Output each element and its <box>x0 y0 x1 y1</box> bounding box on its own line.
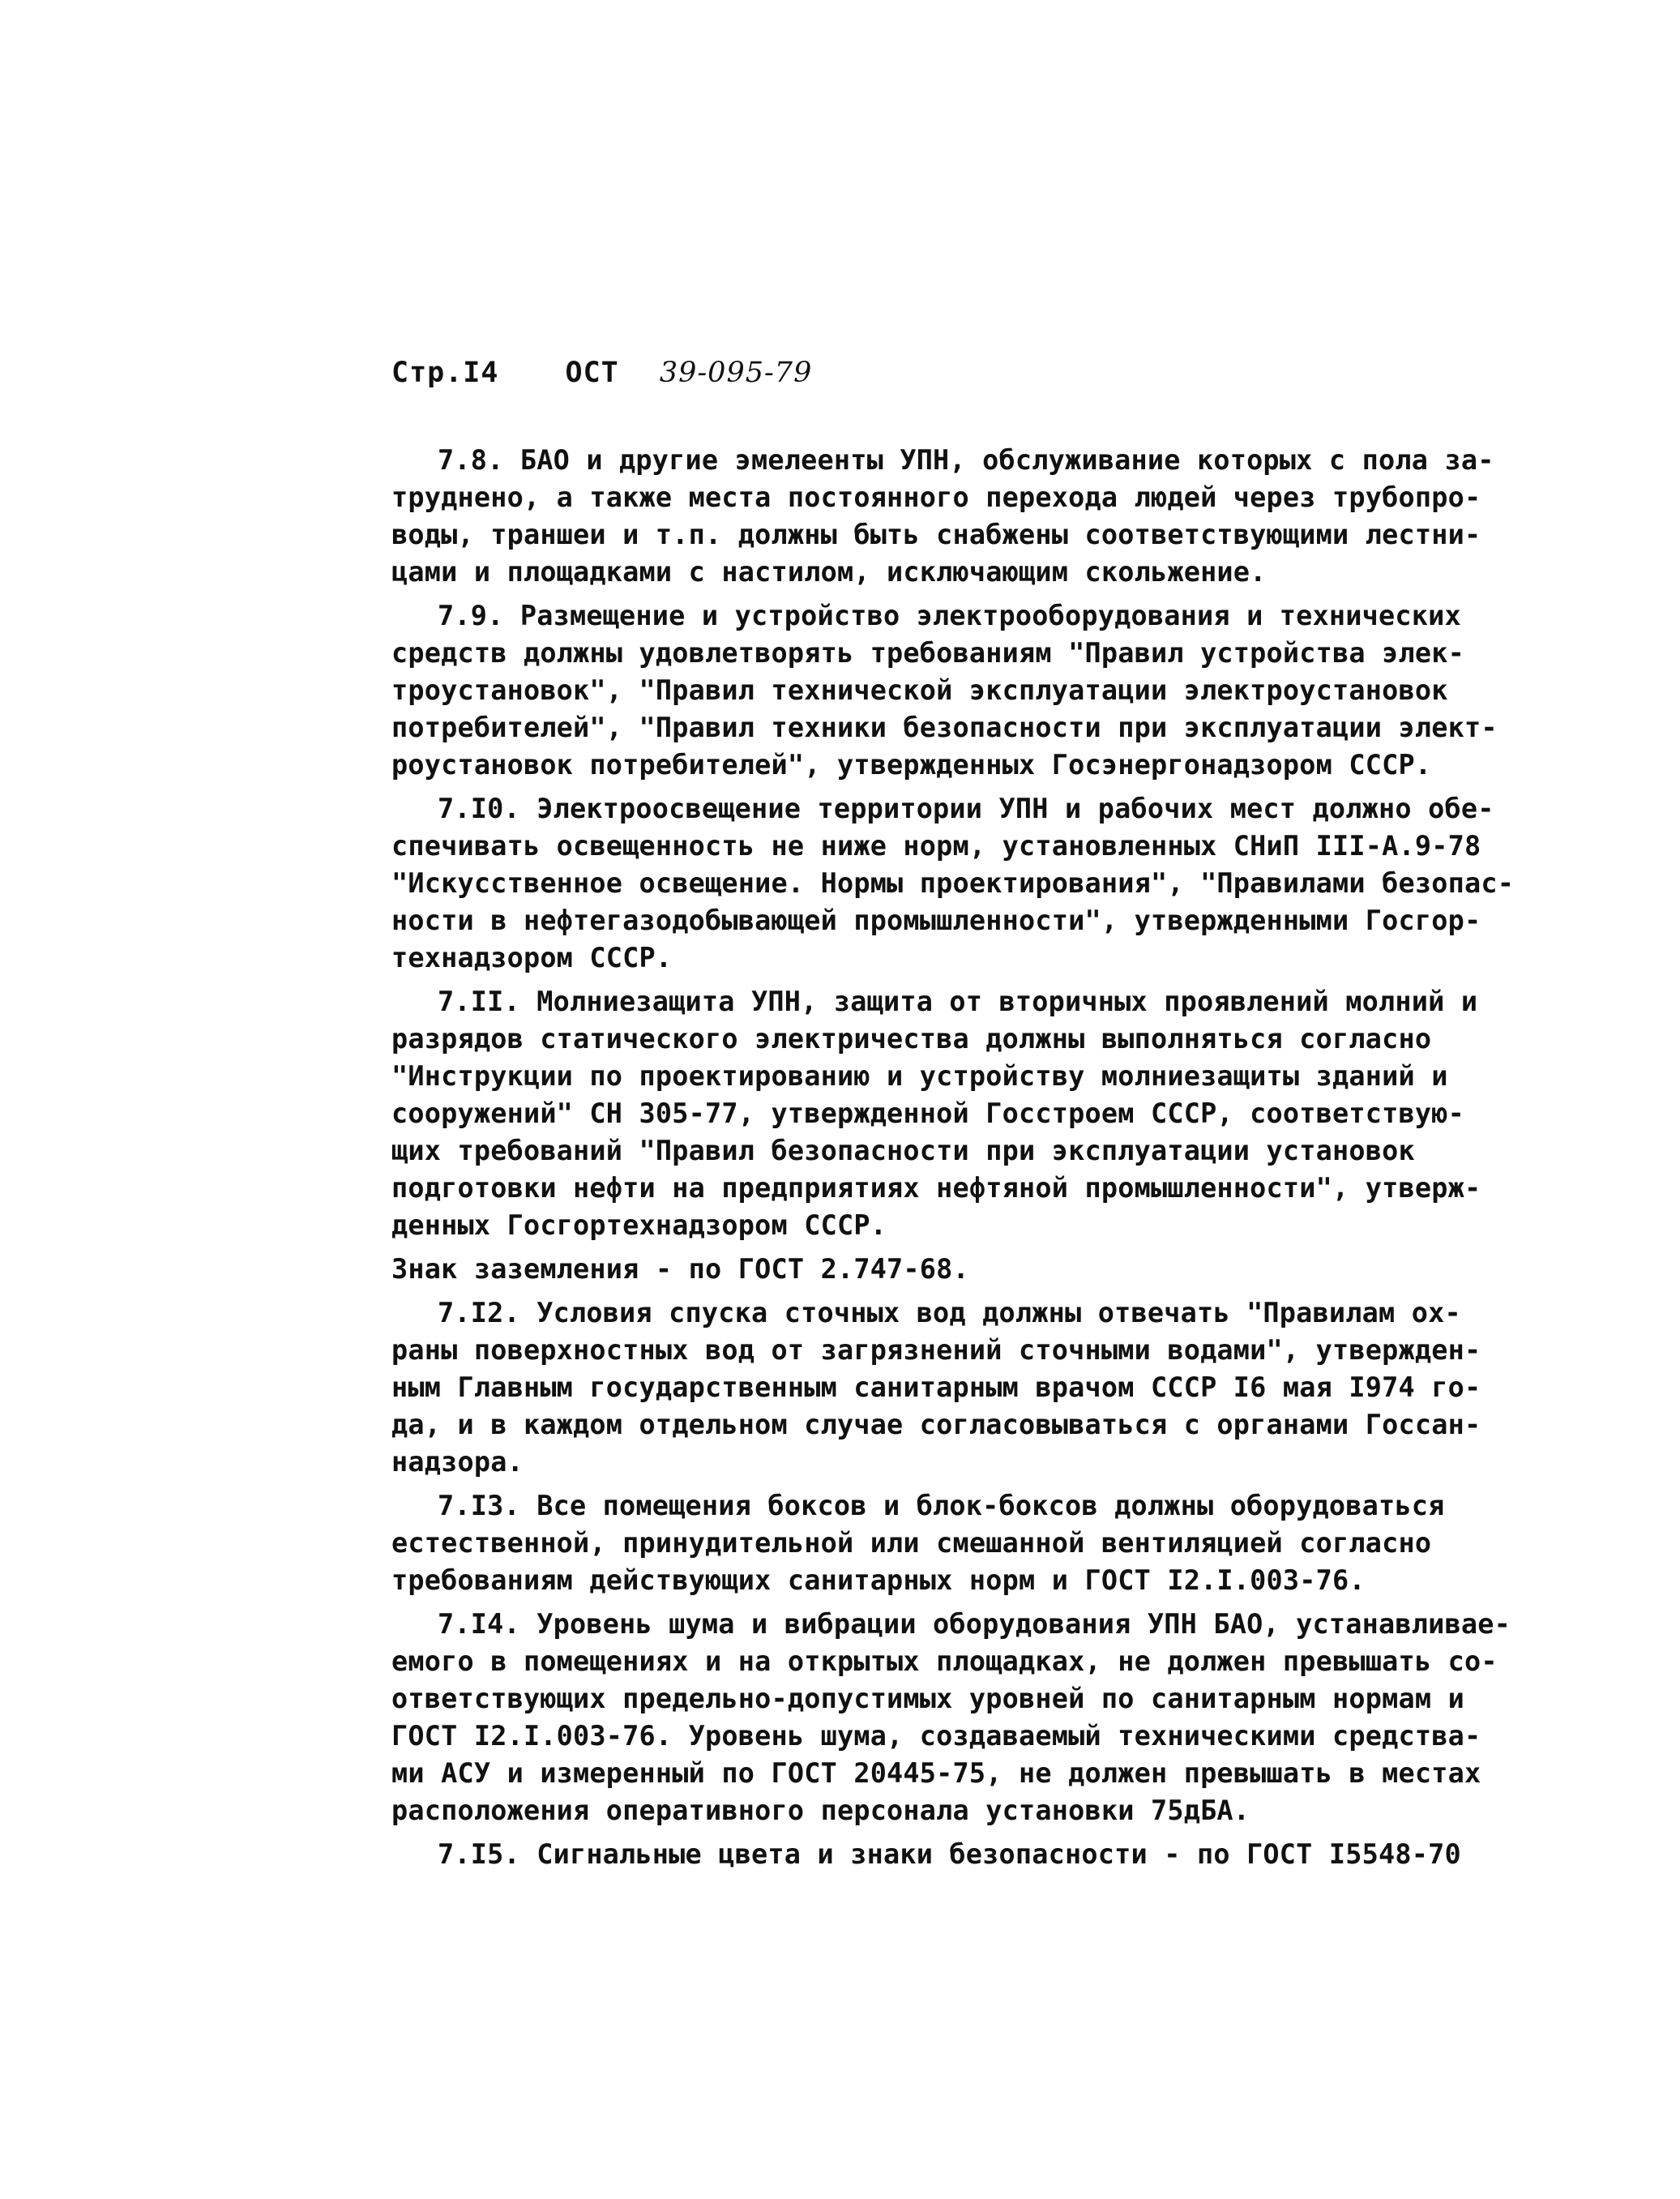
text-line: щих требований "Правил безопасности при эксплуатации установок <box>391 1135 1415 1166</box>
standard-number: 39-095-79 <box>659 357 813 389</box>
paragraph <box>391 1836 1461 1873</box>
text-line: раны поверхностных вод от загрязнений сточными водами", утвержден- <box>391 1334 1481 1366</box>
text-line: ности в нефтегазодобывающей промышленности", утвержденными Госгор- <box>391 905 1481 936</box>
paragraph <box>391 1251 1445 1288</box>
page-header <box>391 357 812 389</box>
paragraph <box>391 983 1481 1244</box>
text-line: цами и площадками с настилом, исключающим скольжение. <box>391 556 1267 588</box>
text-line: роустановок потребителей", утвержденных Госэнергонадзором СССР. <box>391 749 1432 781</box>
text-line: подготовки нефти на предприятиях нефтяной промышленности", утверж- <box>391 1172 1481 1204</box>
page-label: Стр.I4 <box>391 357 499 389</box>
text-line: спечивать освещенность не ниже норм, установленных СНиП III-А.9-78 <box>391 830 1481 862</box>
text-line: ным Главным государственным санитарным врачом СССР I6 мая I974 го- <box>391 1371 1481 1403</box>
paragraph <box>391 442 1494 591</box>
text-line: надзора. <box>391 1446 524 1478</box>
paragraph <box>391 1487 1445 1599</box>
text-line: 7.I3. Все помещения боксов и блок-боксов должны оборудоваться <box>438 1490 1445 1521</box>
text-line: технадзором СССР. <box>391 942 673 973</box>
paragraph <box>391 1606 1511 1829</box>
text-line: "Инструкции по проектированию и устройству молниезащиты зданий и <box>391 1060 1448 1092</box>
text-line: ответствующих предельно-допустимых уровней по санитарным нормам и <box>391 1683 1464 1714</box>
text-line: труднено, а также места постоянного перехода людей через трубопро- <box>391 481 1481 513</box>
text-line: 7.II. Молниезащита УПН, защита от вторичных проявлений молний и <box>438 986 1478 1017</box>
text-line: ми АСУ и измеренный по ГОСТ 20445-75, не должен превышать в местах <box>391 1757 1481 1789</box>
text-line: денных Госгортехнадзором СССР. <box>391 1209 887 1241</box>
text-line: требованиям действующих санитарных норм и ГОСТ I2.I.003-76. <box>391 1564 1366 1596</box>
text-line: сооружений" СН 305-77, утвержденной Госстроем СССР, соответствую- <box>391 1097 1464 1129</box>
text-line: 7.I5. Сигнальные цвета и знаки безопасности - по ГОСТ I5548-70 <box>438 1838 1461 1870</box>
text-line: потребителей", "Правил техники безопасности при эксплуатации элект- <box>391 712 1498 743</box>
text-line: естественной, принудительной или смешанной вентиляцией согласно <box>391 1527 1432 1559</box>
text-line: троустановок", "Правил технической эксплуатации электроустановок <box>391 674 1448 706</box>
text-line: 7.9. Размещение и устройство электрооборудования и технических <box>438 600 1461 631</box>
text-line: 7.I4. Уровень шума и вибрации оборудования УПН БАО, устанавливае- <box>438 1608 1511 1640</box>
text-line: 7.I2. Условия спуска сточных вод должны отвечать "Правилам ох- <box>438 1297 1461 1328</box>
text-line: "Искусственное освещение. Нормы проектирования", "Правилами безопас- <box>391 867 1515 899</box>
text-line: 7.I0. Электроосвещение территории УПН и рабочих мест должно обе- <box>438 793 1494 824</box>
paragraph <box>391 1294 1481 1481</box>
text-line: емого в помещениях и на открытых площадках, не должен превышать со- <box>391 1645 1498 1677</box>
text-line: расположения оперативного персонала установки 75дБА. <box>391 1795 1250 1826</box>
text-line: Знак заземления - по ГОСТ 2.747-68. <box>391 1253 969 1285</box>
text-line: ГОСТ I2.I.003-76. Уровень шума, создаваемый техническими средства- <box>391 1720 1481 1752</box>
text-line: средств должны удовлетворять требованиям "Правил устройства элек- <box>391 637 1464 669</box>
paragraph <box>391 597 1498 784</box>
paragraph <box>391 790 1515 977</box>
text-line: разрядов статического электричества должны выполняться согласно <box>391 1023 1432 1055</box>
text-line: 7.8. БАО и другие эмелеенты УПН, обслуживание которых с пола за- <box>438 444 1494 476</box>
text-line: воды, траншеи и т.п. должны быть снабжены соответствующими лестни- <box>391 519 1481 550</box>
standard-label: ОСТ <box>565 357 619 389</box>
text-line: да, и в каждом отдельном случае согласовываться с органами Госсан- <box>391 1409 1481 1440</box>
document-body <box>391 442 1515 1873</box>
